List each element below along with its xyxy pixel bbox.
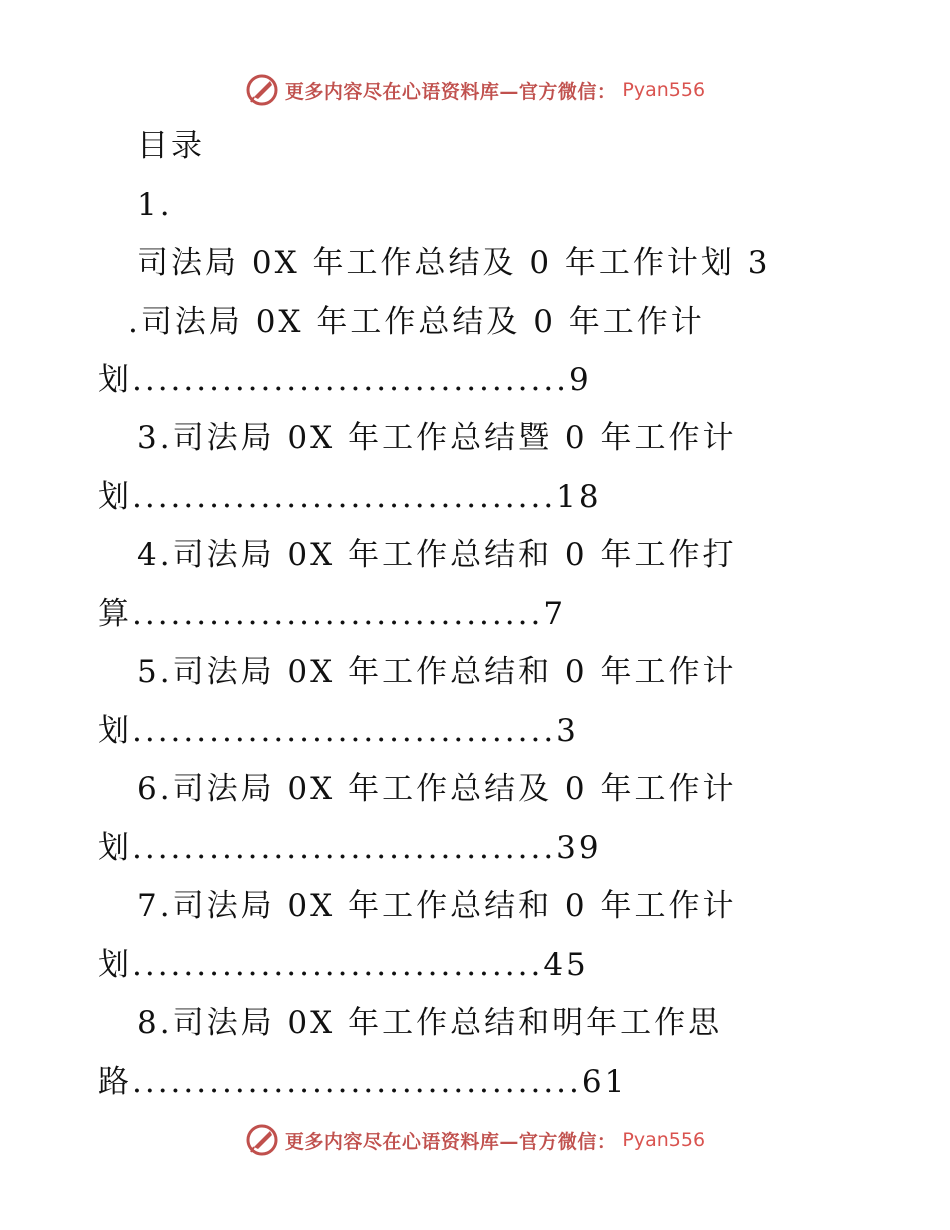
toc-line-6: 划.................................18	[98, 479, 602, 515]
banner-wechat-id: Pyan556	[622, 79, 706, 101]
header-watermark-banner	[0, 70, 950, 110]
toc-line-4: 划..................................9	[98, 362, 592, 398]
toc-line-8: 算................................7	[98, 596, 567, 632]
quill-logo-icon	[245, 1123, 279, 1157]
toc-line-3: .司法局 0X 年工作总结及 0 年工作计	[128, 304, 705, 340]
footer-watermark-banner	[0, 1120, 950, 1160]
quill-logo-icon	[245, 73, 279, 107]
toc-line-13: 7.司法局 0X 年工作总结和 0 年工作计	[137, 888, 737, 924]
banner-text: 更多内容尽在心语资料库—官方微信：	[284, 80, 617, 103]
toc-line-14: 划................................45	[98, 947, 589, 983]
toc-line-2: 司法局 0X 年工作总结及 0 年工作计划 3	[137, 245, 771, 281]
toc-line-7: 4.司法局 0X 年工作总结和 0 年工作打	[137, 537, 737, 573]
banner-text: 更多内容尽在心语资料库—官方微信：	[284, 1130, 617, 1153]
toc-line-12: 划.................................39	[98, 830, 602, 866]
toc-title: 目录	[137, 128, 205, 164]
toc-line-10: 划.................................3	[98, 713, 579, 749]
toc-line-5: 3.司法局 0X 年工作总结暨 0 年工作计	[137, 420, 737, 456]
banner-wechat-id: Pyan556	[622, 1129, 706, 1151]
toc-line-9: 5.司法局 0X 年工作总结和 0 年工作计	[137, 654, 737, 690]
toc-line-1: 1.	[137, 187, 173, 223]
toc-line-11: 6.司法局 0X 年工作总结及 0 年工作计	[137, 771, 737, 807]
toc-line-16: 路...................................61	[98, 1064, 628, 1100]
toc-line-15: 8.司法局 0X 年工作总结和明年工作思	[137, 1005, 723, 1041]
